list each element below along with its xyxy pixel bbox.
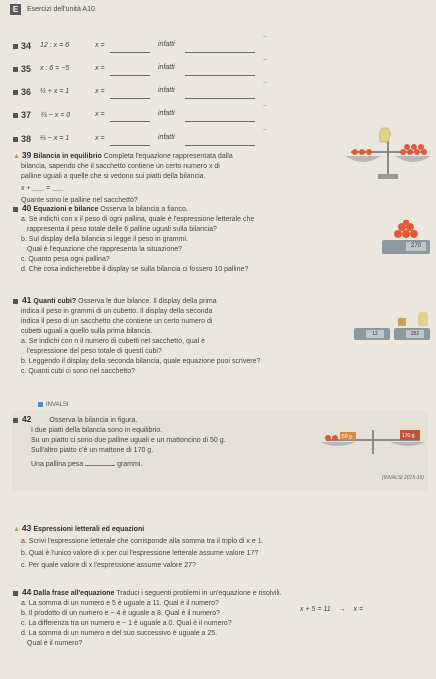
first-scale xyxy=(354,328,390,340)
exercise-item: c. La differenza tra un numero e − 1 è uguale a 0. Qual è il numero? xyxy=(21,620,232,627)
exercise-heading: Espressioni letterali ed equazioni xyxy=(33,526,145,533)
answer-line xyxy=(185,52,255,53)
exercise-line: cubetti uguali a quello sulla prima bilancia. xyxy=(21,328,153,335)
answer-line xyxy=(110,98,150,99)
bag-icon xyxy=(418,312,428,326)
exercise-item: a. Se indichi con n il numero di cubetti nel sacchetto, qual è xyxy=(21,338,206,345)
exercise-37 xyxy=(0,102,270,123)
exercise-line: indica il peso in grammi di un cubetto. Il display della seconda xyxy=(21,308,213,315)
exercise-item: b. Sul display della bilancia si legge il peso in grammi. xyxy=(21,236,188,243)
x-label: x = xyxy=(95,111,105,118)
exercise-40 xyxy=(13,203,363,275)
invalsi-dot-icon xyxy=(38,402,43,407)
arrow-icon: → xyxy=(262,102,268,108)
exercise-42 xyxy=(13,414,313,470)
equation: x : 6 = −5 xyxy=(40,65,70,72)
exercise-item: b. Leggendo il display della seconda bilancia, quale equazione puoi scrivere? xyxy=(21,358,261,365)
exercise-line: Sull'altro piatto c'è un mattone di 170 g. xyxy=(31,447,154,454)
scale-display: 270 xyxy=(406,242,426,251)
answer-line xyxy=(110,145,150,146)
arrow-icon: → xyxy=(262,56,268,62)
exercise-heading: Quanti cubi? xyxy=(33,298,77,305)
answer-line xyxy=(185,145,255,146)
exercise-item: d. La somma di un numero e del suo successivo è uguale a 25. xyxy=(21,630,218,637)
exercise-43 xyxy=(13,523,423,571)
balance-42-illustration xyxy=(318,424,428,458)
equation: ⅖ − x = 0 xyxy=(40,112,71,119)
exercise-line: Osserva la bilancia in figura. xyxy=(49,417,138,424)
exercise-number: 38 xyxy=(21,134,32,144)
answer-line xyxy=(185,121,255,122)
exercise-39 xyxy=(13,150,343,206)
exercise-number: 43 xyxy=(21,523,32,533)
exercise-44 xyxy=(13,587,423,649)
exercise-question: Quante sono le palline nel sacchetto? xyxy=(21,197,138,204)
exercise-marker-icon xyxy=(13,90,18,95)
exercise-heading: Bilancia in equilibrio xyxy=(33,153,102,160)
exercise-heading: Dalla frase all'equazione xyxy=(33,590,115,597)
second-scale-display: 252 xyxy=(406,330,424,338)
exercise-marker-icon xyxy=(13,44,18,49)
answer-unit: grammi. xyxy=(117,461,143,468)
exercise-number: 34 xyxy=(21,41,32,51)
page-header xyxy=(10,3,95,15)
infatti-label: infatti xyxy=(158,64,175,71)
x-label: x = xyxy=(95,135,105,142)
equation-to-complete: x + ___ = ___ xyxy=(21,185,64,192)
exercise-number: 44 xyxy=(21,587,32,597)
example-x: x = xyxy=(353,606,364,613)
exercise-marker-icon xyxy=(13,591,18,596)
exercise-line: Traduci i seguenti problemi in un'equazione e risolvili. xyxy=(116,590,282,597)
x-label: x = xyxy=(95,65,105,72)
equation: ⅔ − x = 1 xyxy=(40,135,70,142)
exercise-item: c. Quanto pesa ogni pallina? xyxy=(21,256,110,263)
example-equation: x + 5 = 11 xyxy=(300,606,331,613)
exercise-38 xyxy=(0,126,270,147)
exercise-item: l'espressione del peso totale di questi cubi? xyxy=(27,348,162,355)
exercise-35 xyxy=(0,56,270,77)
answer-blank[interactable] xyxy=(85,465,115,466)
exercise-item: c. Per quale valore di x l'espressione assume valore 27? xyxy=(21,562,196,569)
exercise-item: d. Che cosa indicherebbe il display se sulla bilancia ci fossero 10 palline? xyxy=(21,266,249,273)
exercise-line: Osserva la bilancia a fianco. xyxy=(100,206,188,213)
exercise-item: rappresenta il peso totale delle 6 palline uguali sulla bilancia? xyxy=(27,226,217,233)
answer-line xyxy=(110,75,150,76)
example-solution xyxy=(300,606,363,613)
scales-41-illustration xyxy=(352,318,432,354)
equation: 12 : x = 6 xyxy=(40,42,69,49)
exercise-item: a. Se indichi con x il peso di ogni pallina, quale è l'espressione letterale che xyxy=(21,216,255,223)
exercise-number: 35 xyxy=(21,64,32,74)
exercise-36 xyxy=(0,79,270,100)
exercise-item: a. La somma di un numero e 5 è uguale a 11. Qual è il numero? xyxy=(21,600,219,607)
unit-title: Esercizi dell'unità A10 xyxy=(27,5,95,13)
unit-badge: E xyxy=(10,4,21,15)
exercise-41 xyxy=(13,295,343,377)
answer-label: Una pallina pesa xyxy=(31,461,84,468)
arrow-icon: → xyxy=(262,33,268,39)
exercise-line: I due piatti della bilancia sono in equilibrio. xyxy=(31,427,163,434)
big-brick-label: 170 g xyxy=(402,433,415,439)
exercise-number: 36 xyxy=(21,87,32,97)
infatti-label: infatti xyxy=(158,110,175,117)
exercise-number: 39 xyxy=(21,150,32,160)
exercise-number: 42 xyxy=(21,414,32,424)
invalsi-tag: INVALSI xyxy=(38,402,69,408)
difficulty-triangle-icon: ▲ xyxy=(13,526,20,533)
exercise-number: 40 xyxy=(21,203,32,213)
arrow-icon: → xyxy=(338,606,346,613)
exercise-marker-icon xyxy=(13,113,18,118)
exercise-number: 41 xyxy=(21,295,32,305)
answer-row xyxy=(31,460,313,470)
exercise-number: 37 xyxy=(21,110,32,120)
equation: ½ + x = 1 xyxy=(40,88,70,95)
source-note: (INVALSI 2015-16) xyxy=(382,475,424,481)
difficulty-triangle-icon: ▲ xyxy=(13,153,20,160)
x-label: x = xyxy=(95,42,105,49)
second-scale xyxy=(394,328,430,340)
exercise-line: Osserva le due bilance. Il display della prima xyxy=(78,298,217,305)
scale-body xyxy=(382,240,430,254)
exercise-line: Su un piatto ci sono due palline uguali e un mattoncino di 50 g. xyxy=(31,437,226,444)
arrow-icon: → xyxy=(262,126,268,132)
answer-line xyxy=(185,75,255,76)
answer-line xyxy=(110,121,150,122)
exercise-line: indica il peso di un sacchetto che contiene un certo numero di xyxy=(21,318,213,325)
exercise-marker-icon xyxy=(13,418,18,423)
x-label: x = xyxy=(95,88,105,95)
infatti-label: infatti xyxy=(158,41,175,48)
exercise-marker-icon xyxy=(13,207,18,212)
exercise-item: Qual è l'equazione che rappresenta la situazione? xyxy=(27,246,183,253)
first-scale-display: 12 xyxy=(366,330,384,338)
exercise-line: Completa l'equazione rappresentata dalla xyxy=(103,153,233,160)
cube-icon xyxy=(398,318,406,326)
exercise-item: b. Il prodotto di un numero e − 4 è uguale a 8. Qual è il numero? xyxy=(21,610,221,617)
exercise-marker-icon xyxy=(13,299,18,304)
exercise-marker-icon xyxy=(13,137,18,142)
small-brick-label: 50 g xyxy=(342,434,352,440)
exercise-marker-icon xyxy=(13,67,18,72)
answer-line xyxy=(110,52,150,53)
exercise-line: bilancia, sapendo che il sacchetto contiene un certo numero x di xyxy=(21,163,220,170)
exercise-34 xyxy=(0,33,270,54)
exercise-line: palline uguali a quelle che si vedono sui piatti della bilancia. xyxy=(21,173,206,180)
exercise-item: a. Scrivi l'espressione letterale che corrisponde alla somma tra il triplo di x e 1. xyxy=(21,538,264,545)
scale-40-illustration xyxy=(380,220,430,268)
exercise-item: c. Quanti cubi ci sono nel sacchetto? xyxy=(21,368,136,375)
answer-line xyxy=(185,98,255,99)
balls-icon xyxy=(380,220,430,240)
infatti-label: infatti xyxy=(158,134,175,141)
arrow-icon: → xyxy=(262,79,268,85)
exercise-heading: Equazioni e bilance xyxy=(33,206,99,213)
exercise-item: b. Qual è l'unico valore di x per cui l'espressione letterale assume valore 17? xyxy=(21,550,259,557)
balance-39-illustration xyxy=(345,122,431,184)
infatti-label: infatti xyxy=(158,87,175,94)
exercise-item: Qual è il numero? xyxy=(27,640,83,647)
